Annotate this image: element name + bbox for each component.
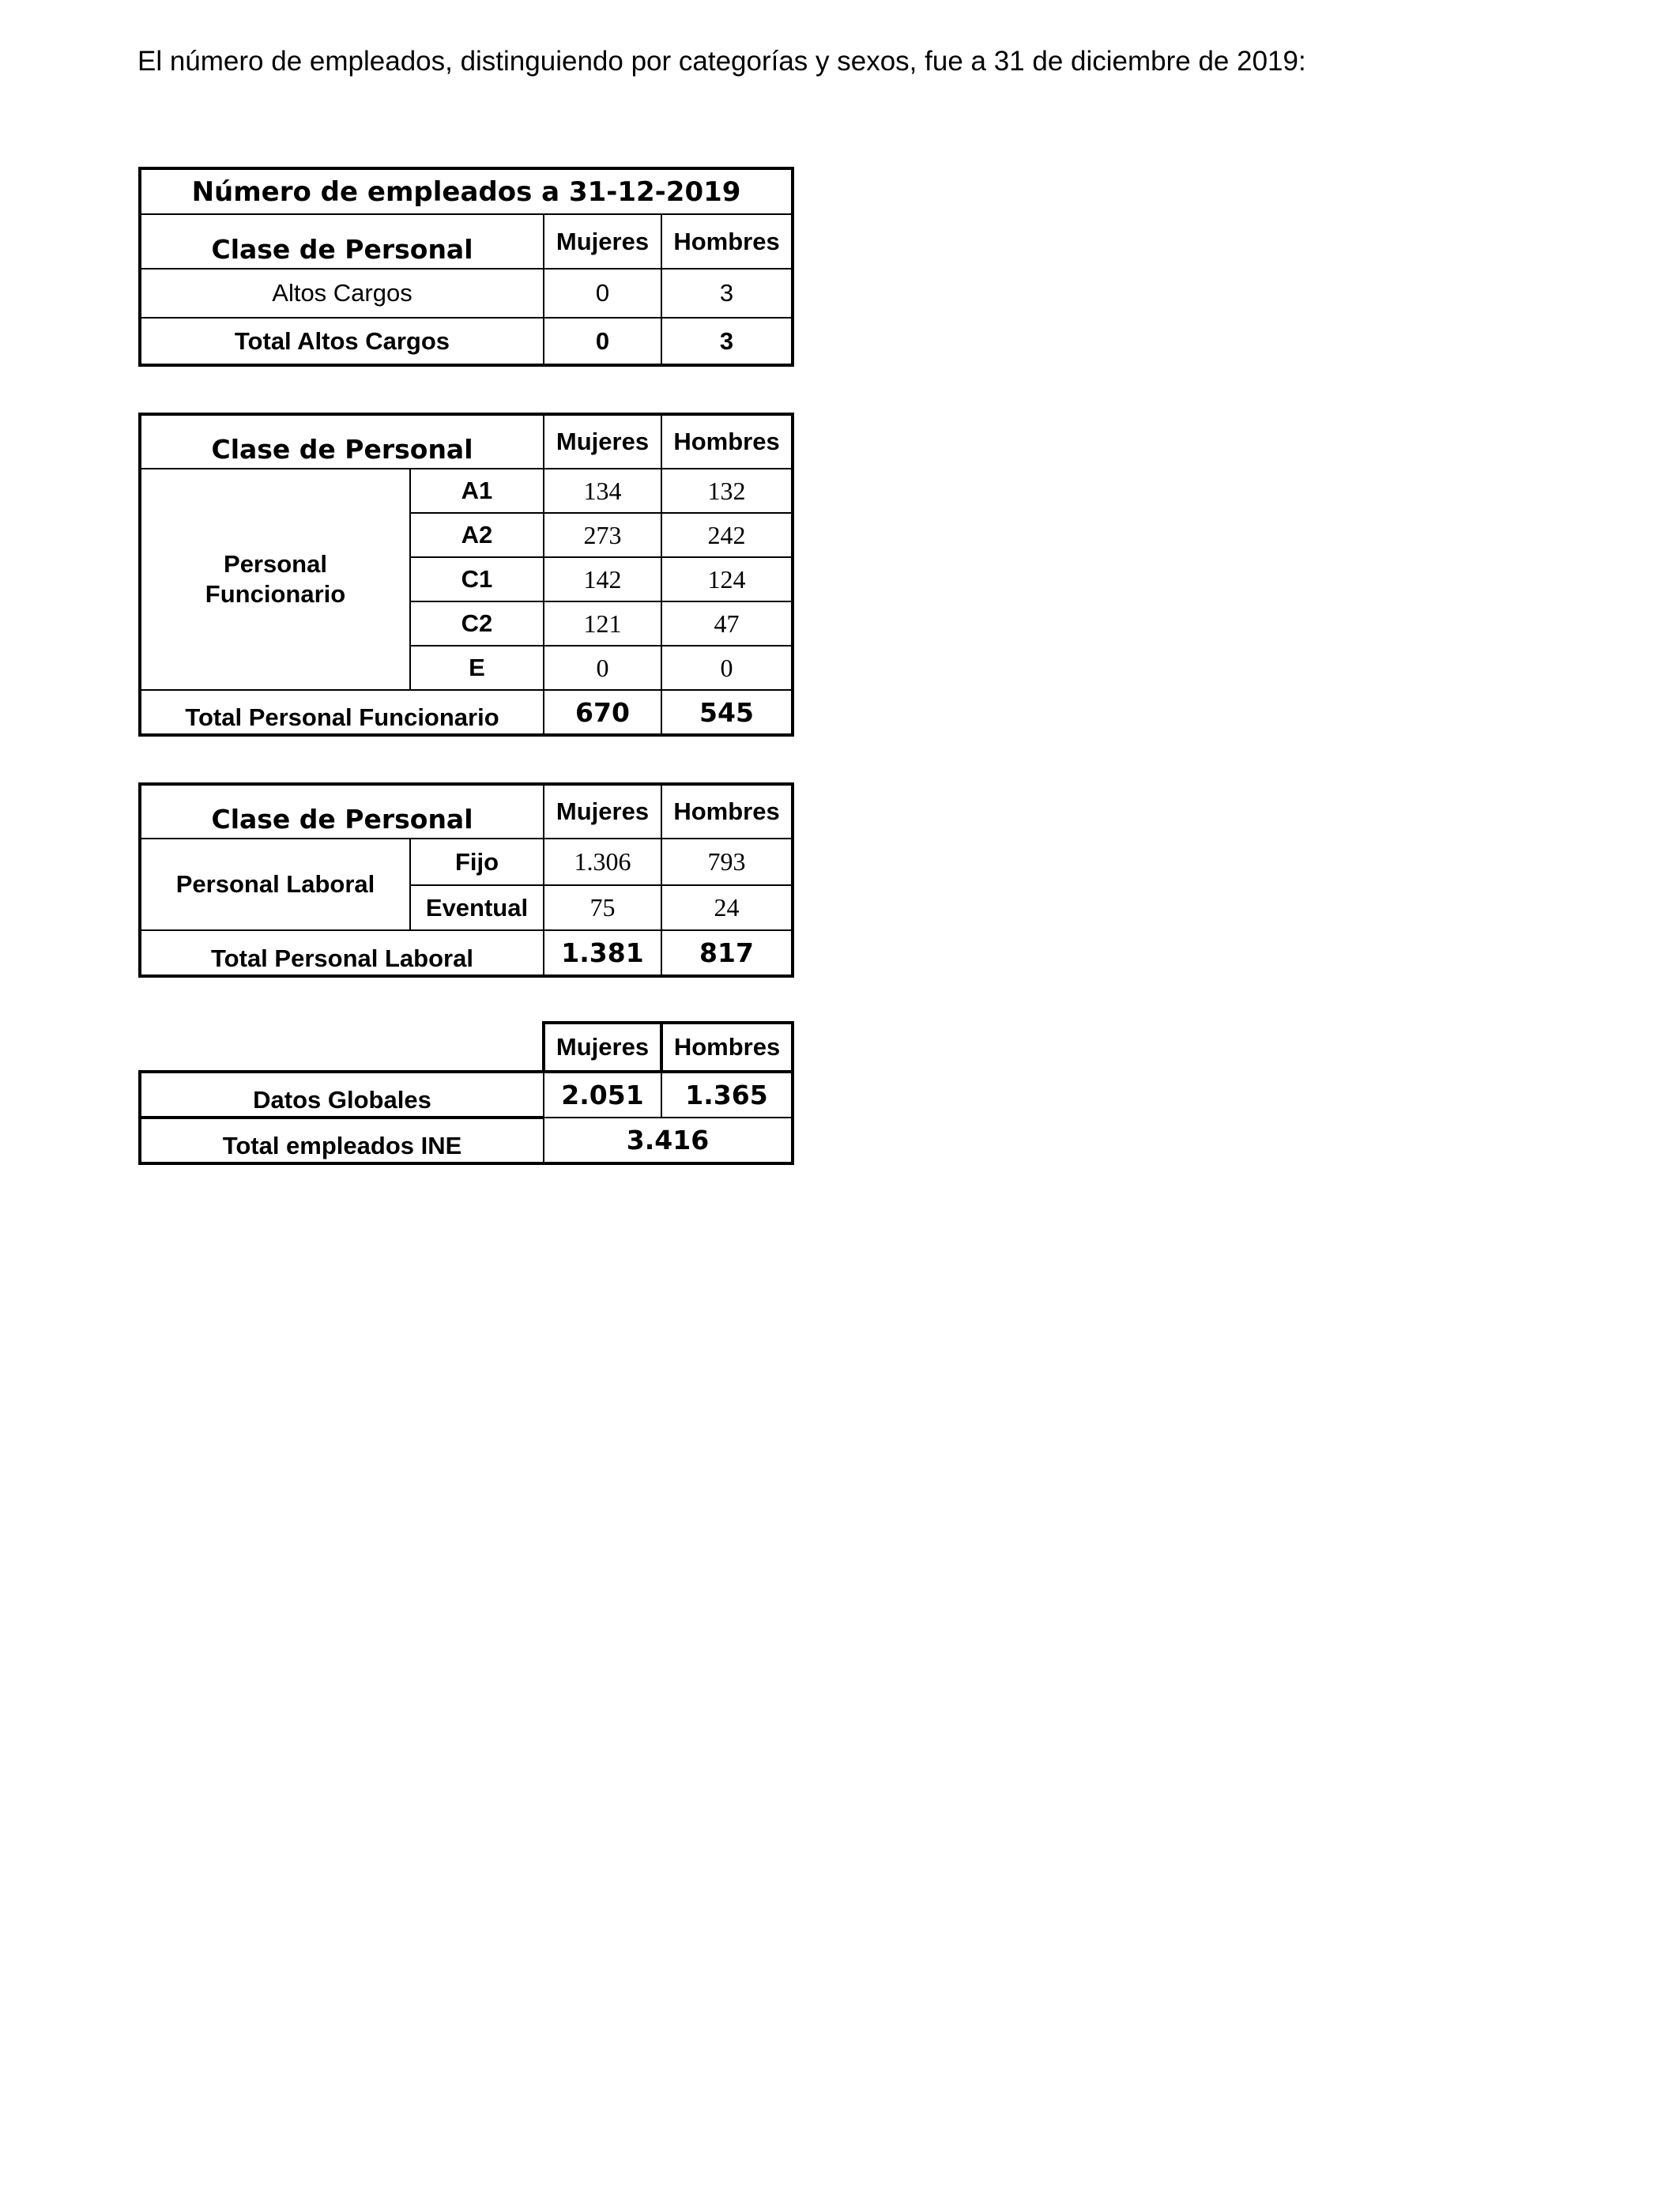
table-datos-globales — [138, 1021, 794, 1165]
global-row — [140, 1072, 793, 1118]
row-label: A1 — [410, 469, 544, 513]
empty-corner — [140, 1023, 544, 1072]
header-hombres: Hombres — [661, 784, 793, 839]
cell-mujeres: 0 — [544, 646, 661, 690]
cell-hombres: 24 — [661, 885, 793, 930]
total-label: Total empleados INE — [140, 1118, 544, 1163]
cell-mujeres: 121 — [544, 601, 661, 646]
group-label: Personal Funcionario — [140, 469, 410, 690]
row-label: C2 — [410, 601, 544, 646]
cell-mujeres: 75 — [544, 885, 661, 930]
cell-hombres: 3 — [661, 269, 793, 318]
total-row — [140, 690, 793, 735]
table-personal-laboral — [138, 782, 794, 978]
header-hombres: Hombres — [661, 1023, 793, 1072]
header-hombres: Hombres — [661, 414, 793, 469]
cell-hombres: 47 — [661, 601, 793, 646]
global-mujeres: 2.051 — [544, 1072, 661, 1118]
header-mujeres: Mujeres — [544, 414, 661, 469]
row-label: E — [410, 646, 544, 690]
header-mujeres: Mujeres — [544, 214, 661, 269]
header-mujeres: Mujeres — [544, 784, 661, 839]
cell-hombres: 124 — [661, 557, 793, 601]
row-label: A2 — [410, 513, 544, 557]
header-mujeres: Mujeres — [544, 1023, 661, 1072]
row-label: Altos Cargos — [140, 269, 544, 318]
cell-hombres: 0 — [661, 646, 793, 690]
total-hombres: 545 — [661, 690, 793, 735]
global-hombres: 1.365 — [661, 1072, 793, 1118]
total-label: Total Personal Laboral — [140, 930, 544, 976]
total-value: 3.416 — [544, 1118, 793, 1163]
total-mujeres: 670 — [544, 690, 661, 735]
cell-hombres: 132 — [661, 469, 793, 513]
total-label: Total Personal Funcionario — [140, 690, 544, 735]
total-row — [140, 930, 793, 976]
header-clase-de-personal: Clase de Personal — [140, 414, 544, 469]
table-row — [140, 469, 793, 513]
cell-hombres: 242 — [661, 513, 793, 557]
header-clase-de-personal: Clase de Personal — [140, 784, 544, 839]
header-hombres: Hombres — [661, 214, 793, 269]
total-hombres: 3 — [661, 318, 793, 365]
cell-mujeres: 273 — [544, 513, 661, 557]
intro-text: El número de empleados, distinguiendo por categorías y sexos, fue a 31 de diciembre de 2019: — [137, 46, 1306, 77]
total-row — [140, 1118, 793, 1163]
total-mujeres: 0 — [544, 318, 661, 365]
total-hombres: 817 — [661, 930, 793, 976]
table-altos-cargos — [138, 167, 794, 367]
total-label: Total Altos Cargos — [140, 318, 544, 365]
table-personal-funcionario — [138, 413, 794, 737]
row-label: Eventual — [410, 885, 544, 930]
cell-mujeres: 0 — [544, 269, 661, 318]
global-label: Datos Globales — [140, 1072, 544, 1118]
total-row — [140, 318, 793, 365]
cell-mujeres: 142 — [544, 557, 661, 601]
cell-hombres: 793 — [661, 839, 793, 885]
table-row — [140, 269, 793, 318]
table-title: Número de empleados a 31-12-2019 — [140, 168, 793, 214]
row-label: C1 — [410, 557, 544, 601]
cell-mujeres: 1.306 — [544, 839, 661, 885]
row-label: Fijo — [410, 839, 544, 885]
header-clase-de-personal: Clase de Personal — [140, 214, 544, 269]
total-mujeres: 1.381 — [544, 930, 661, 976]
group-label: Personal Laboral — [140, 839, 410, 930]
table-row — [140, 839, 793, 885]
cell-mujeres: 134 — [544, 469, 661, 513]
